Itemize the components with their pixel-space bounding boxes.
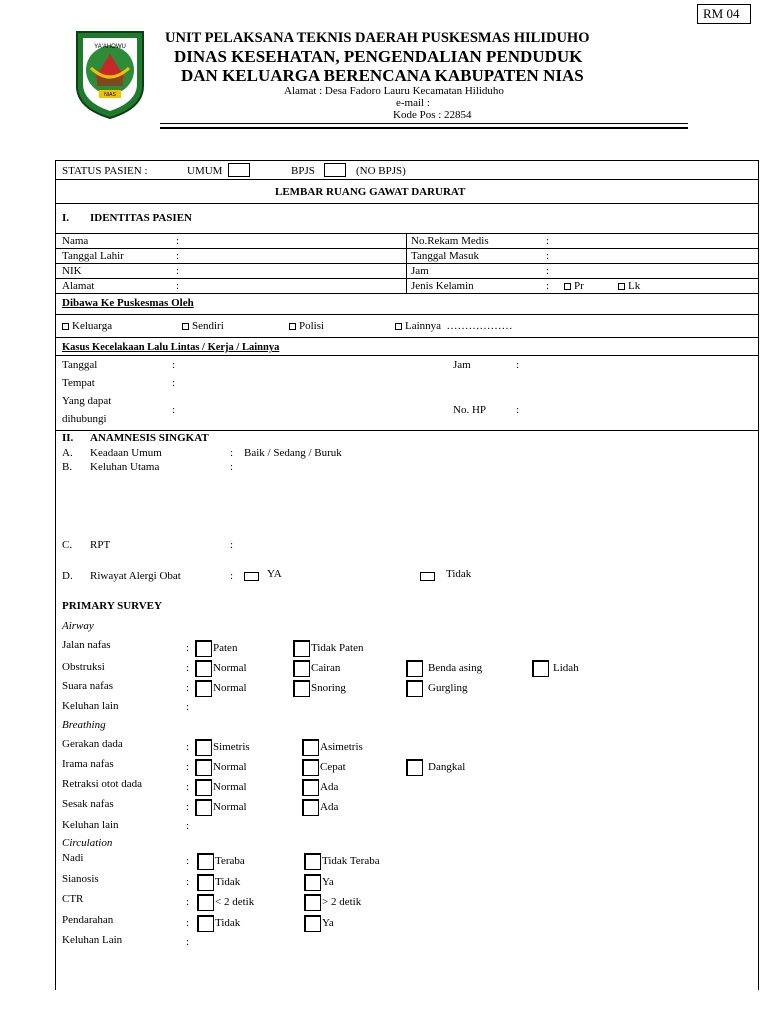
anamnesis-a-value: Baik / Sedang / Buruk — [244, 447, 342, 459]
snoring-checkbox[interactable] — [293, 680, 310, 697]
gurgling-checkbox[interactable] — [406, 680, 423, 697]
sesak-nafas-label: Sesak nafas — [62, 798, 114, 810]
identitas-jam: Jam — [411, 265, 429, 277]
form-title: LEMBAR RUANG GAWAT DARURAT — [275, 186, 466, 198]
breathing-heading: Breathing — [62, 719, 106, 731]
dibawa-lainnya[interactable] — [395, 320, 513, 332]
sianosis-tidak-checkbox[interactable] — [197, 874, 214, 891]
colon: : — [516, 404, 520, 416]
colon: : — [186, 820, 190, 832]
kasus-tanggal: Tanggal — [62, 359, 98, 371]
frame-top — [55, 160, 759, 161]
divider — [55, 430, 759, 431]
identitas-no-rm: No.Rekam Medis — [411, 235, 489, 247]
anamnesis-c-num: C. — [62, 539, 73, 551]
header-line2: DINAS KESEHATAN, PENGENDALIAN PENDUDUK — [174, 47, 583, 66]
tidak-teraba-checkbox[interactable] — [304, 853, 321, 870]
obstruksi-label: Obstruksi — [62, 661, 105, 673]
colon: : — [172, 404, 176, 416]
colon: : — [230, 461, 234, 473]
identitas-colon: : — [546, 235, 550, 247]
identitas-colon: : — [176, 280, 180, 292]
simetris-label: Simetris — [213, 741, 250, 753]
primary-survey-heading: PRIMARY SURVEY — [62, 600, 162, 612]
colon: : — [172, 377, 176, 389]
simetris-checkbox[interactable] — [195, 739, 212, 756]
snoring-label: Snoring — [311, 682, 346, 694]
identitas-tgl-lahir: Tanggal Lahir — [62, 250, 124, 262]
sianosis-ya-label: Ya — [322, 876, 334, 888]
header-postcode: Kode Pos : 22854 — [393, 109, 472, 121]
colon: : — [186, 876, 190, 888]
colon: : — [186, 801, 190, 813]
dibawa-keluarga-label: Keluarga — [72, 320, 113, 332]
colon: : — [516, 359, 520, 371]
colon: : — [186, 855, 190, 867]
anamnesis-heading: ANAMNESIS SINGKAT — [90, 432, 209, 444]
cepat-checkbox[interactable] — [302, 759, 319, 776]
anamnesis-c-label: RPT — [90, 539, 111, 551]
suara-nafas-label: Suara nafas — [62, 680, 114, 692]
paten-label: Paten — [213, 642, 238, 654]
breathing-keluhan-lain-label: Keluhan lain — [62, 819, 119, 831]
asimetris-checkbox[interactable] — [302, 739, 319, 756]
colon: : — [186, 781, 190, 793]
identitas-num: I. — [62, 212, 70, 224]
colon: : — [186, 936, 190, 948]
status-bpjs-label: BPJS — [291, 165, 315, 177]
sesak-normal-label: Normal — [213, 801, 247, 813]
divider — [55, 263, 759, 264]
dibawa-polisi-label: Polisi — [299, 320, 325, 332]
gender-pr-label: Pr — [574, 280, 584, 292]
ctr-gt2-label: > 2 detik — [322, 896, 362, 908]
status-no-bpjs: (NO BPJS) — [356, 165, 406, 177]
alergi-tidak-label: Tidak — [446, 568, 472, 580]
identitas-colon: : — [546, 265, 550, 277]
divider — [55, 248, 759, 249]
anamnesis-b-num: B. — [62, 461, 73, 473]
circulation-keluhan-lain-label: Keluhan Lain — [62, 934, 123, 946]
dibawa-lainnya-dots: ……………… — [446, 320, 513, 332]
dibawa-keluarga[interactable] — [62, 320, 112, 332]
dibawa-sendiri-label: Sendiri — [192, 320, 224, 332]
divider — [55, 203, 759, 204]
header-line1: UNIT PELAKSANA TEKNIS DAERAH PUSKESMAS HILIDUHO — [165, 30, 590, 46]
anamnesis-d-label: Riwayat Alergi Obat — [90, 570, 181, 582]
teraba-label: Teraba — [215, 855, 245, 867]
pendarahan-label: Pendarahan — [62, 914, 114, 926]
retraksi-ada-label: Ada — [320, 781, 339, 793]
divider — [55, 314, 759, 315]
colon: : — [186, 642, 190, 654]
cairan-label: Cairan — [311, 662, 341, 674]
irama-nafas-label: Irama nafas — [62, 758, 114, 770]
status-label: STATUS PASIEN : — [62, 165, 148, 177]
ctr-lt2-checkbox[interactable] — [197, 894, 214, 911]
cairan-checkbox[interactable] — [293, 660, 310, 677]
kasus-no-hp: No. HP — [453, 404, 487, 416]
paten-checkbox[interactable] — [195, 640, 212, 657]
logo-text-bottom: NIAS — [104, 92, 116, 98]
dibawa-heading: Dibawa Ke Puskesmas Oleh — [62, 297, 194, 309]
status-bpjs-checkbox[interactable] — [324, 163, 346, 177]
frame-right — [758, 160, 759, 990]
alergi-tidak-checkbox[interactable] — [420, 572, 435, 581]
kasus-jam: Jam — [453, 359, 471, 371]
irama-normal-checkbox[interactable] — [195, 759, 212, 776]
identitas-nama: Nama — [62, 235, 89, 247]
status-umum-checkbox[interactable] — [228, 163, 250, 177]
frame-left — [55, 160, 56, 990]
circulation-heading: Circulation — [62, 837, 113, 849]
colon: : — [230, 570, 234, 582]
dibawa-sendiri[interactable] — [182, 320, 224, 332]
benda-asing-label: Benda asing — [428, 662, 483, 674]
header-rule-bottom — [160, 127, 688, 129]
obstruksi-normal-label: Normal — [213, 662, 247, 674]
sesak-normal-checkbox[interactable] — [195, 799, 212, 816]
lidah-label: Lidah — [553, 662, 579, 674]
pendarahan-ya-label: Ya — [322, 917, 334, 929]
identitas-alamat: Alamat — [62, 280, 95, 292]
header-rule-top — [160, 123, 688, 124]
pendarahan-tidak-checkbox[interactable] — [197, 915, 214, 932]
sianosis-ya-checkbox[interactable] — [304, 874, 321, 891]
checkbox-icon — [182, 323, 189, 330]
pendarahan-tidak-label: Tidak — [215, 917, 241, 929]
checkbox-icon — [289, 323, 296, 330]
dangkal-label: Dangkal — [428, 761, 466, 773]
identitas-colon: : — [546, 280, 550, 292]
cepat-label: Cepat — [320, 761, 346, 773]
colon: : — [230, 447, 234, 459]
identitas-tgl-masuk: Tanggal Masuk — [411, 250, 479, 262]
dibawa-lainnya-label: Lainnya — [405, 320, 442, 332]
retraksi-ada-checkbox[interactable] — [302, 779, 319, 796]
anamnesis-a-num: A. — [62, 447, 73, 459]
suara-normal-checkbox[interactable] — [195, 680, 212, 697]
alergi-ya-checkbox[interactable] — [244, 572, 259, 581]
logo-text-top: YA'AHOWU — [94, 44, 126, 50]
asimetris-label: Asimetris — [320, 741, 363, 753]
identitas-heading: IDENTITAS PASIEN — [90, 212, 192, 224]
irama-normal-label: Normal — [213, 761, 247, 773]
sianosis-tidak-label: Tidak — [215, 876, 241, 888]
checkbox-icon — [62, 323, 69, 330]
header-line3: DAN KELUARGA BERENCANA KABUPATEN NIAS — [181, 66, 584, 85]
kasus-tempat: Tempat — [62, 377, 95, 389]
divider — [55, 293, 759, 294]
sesak-ada-checkbox[interactable] — [302, 799, 319, 816]
ctr-lt2-label: < 2 detik — [215, 896, 255, 908]
colon: : — [186, 741, 190, 753]
colon: : — [230, 539, 234, 551]
identitas-colon: : — [176, 235, 180, 247]
anamnesis-num: II. — [62, 432, 74, 444]
gender-lk-option[interactable] — [618, 280, 640, 292]
checkbox-icon — [564, 283, 571, 290]
anamnesis-a-label: Keadaan Umum — [90, 447, 162, 459]
anamnesis-b-label: Keluhan Utama — [90, 461, 160, 473]
benda-asing-checkbox[interactable] — [406, 660, 423, 677]
divider — [55, 355, 759, 356]
gurgling-label: Gurgling — [428, 682, 468, 694]
tidak-paten-label: Tidak Paten — [311, 642, 364, 654]
retraksi-normal-checkbox[interactable] — [195, 779, 212, 796]
nadi-label: Nadi — [62, 852, 84, 864]
ctr-gt2-checkbox[interactable] — [304, 894, 321, 911]
colon: : — [186, 662, 190, 674]
teraba-checkbox[interactable] — [197, 853, 214, 870]
divider — [55, 278, 759, 279]
regency-logo — [73, 28, 147, 120]
colon: : — [172, 359, 176, 371]
anamnesis-d-num: D. — [62, 570, 73, 582]
colon: : — [186, 682, 190, 694]
colon: : — [186, 896, 190, 908]
header-address: Alamat : Desa Fadoro Lauru Kecamatan Hiliduho — [284, 85, 504, 97]
divider — [55, 337, 759, 338]
checkbox-icon — [618, 283, 625, 290]
suara-normal-label: Normal — [213, 682, 247, 694]
sesak-ada-label: Ada — [320, 801, 339, 813]
jalan-nafas-label: Jalan nafas — [62, 639, 111, 651]
dangkal-checkbox[interactable] — [406, 759, 423, 776]
identitas-nik: NIK — [62, 265, 82, 277]
status-umum-label: UMUM — [187, 165, 223, 177]
gender-lk-label: Lk — [628, 280, 641, 292]
colon: : — [186, 701, 190, 713]
tidak-paten-checkbox[interactable] — [293, 640, 310, 657]
identitas-colon: : — [546, 250, 550, 262]
alergi-ya-label: YA — [267, 568, 282, 580]
gender-pr-option[interactable] — [564, 280, 584, 292]
divider — [55, 179, 759, 180]
dibawa-polisi[interactable] — [289, 320, 324, 332]
colon: : — [186, 917, 190, 929]
header-email: e-mail : — [396, 97, 430, 109]
checkbox-icon — [395, 323, 402, 330]
identitas-jenis-kelamin: Jenis Kelamin — [411, 280, 474, 292]
kasus-yang-dapat: Yang dapat — [62, 395, 112, 407]
airway-heading: Airway — [62, 620, 94, 632]
retraksi-label: Retraksi otot dada — [62, 778, 143, 790]
divider — [55, 233, 759, 234]
kasus-heading: Kasus Kecelakaan Lalu Lintas / Kerja / Lainnya — [62, 342, 280, 353]
tidak-teraba-label: Tidak Teraba — [322, 855, 380, 867]
sianosis-label: Sianosis — [62, 873, 99, 885]
kasus-dihubungi: dihubungi — [62, 413, 107, 425]
retraksi-normal-label: Normal — [213, 781, 247, 793]
lidah-checkbox[interactable] — [532, 660, 549, 677]
airway-keluhan-lain-label: Keluhan lain — [62, 700, 119, 712]
identitas-colon: : — [176, 250, 180, 262]
gerakan-dada-label: Gerakan dada — [62, 738, 123, 750]
identitas-colon: : — [176, 265, 180, 277]
rm-code: RM 04 — [703, 6, 740, 21]
colon: : — [186, 761, 190, 773]
obstruksi-normal-checkbox[interactable] — [195, 660, 212, 677]
pendarahan-ya-checkbox[interactable] — [304, 915, 321, 932]
ctr-label: CTR — [62, 893, 84, 905]
